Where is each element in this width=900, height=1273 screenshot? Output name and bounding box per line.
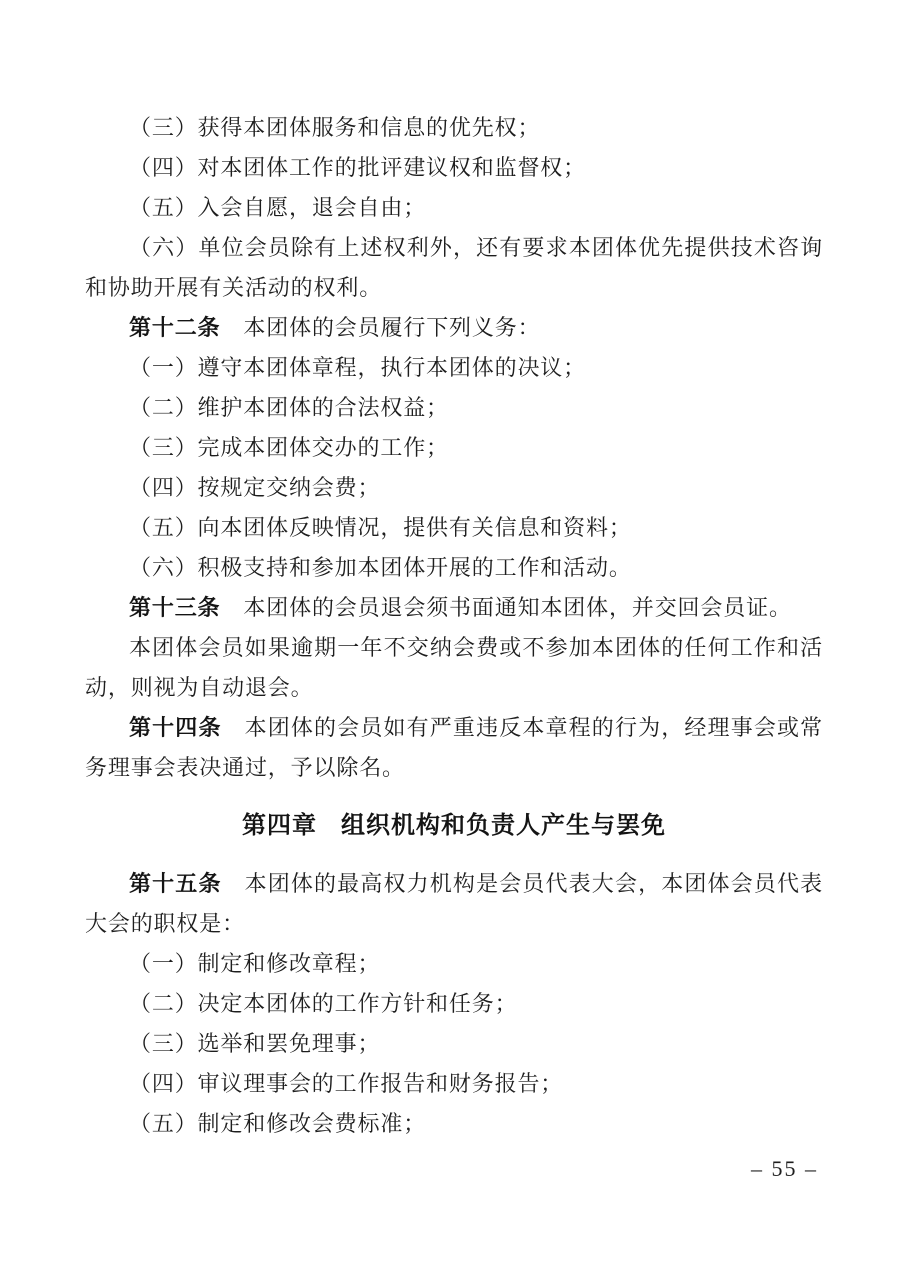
article-paragraph bbox=[85, 864, 823, 944]
article-number: 第十二条 bbox=[129, 315, 221, 340]
paragraph-text: （四）按规定交纳会费； bbox=[129, 475, 381, 500]
paragraph bbox=[85, 148, 823, 188]
paragraph bbox=[85, 388, 823, 428]
paragraph-text: （二）维护本团体的合法权益； bbox=[129, 395, 449, 420]
chapter-number: 第四章 bbox=[242, 812, 317, 839]
paragraph bbox=[85, 1104, 823, 1144]
paragraph-text: （四）对本团体工作的批评建议权和监督权； bbox=[129, 155, 587, 180]
article-number: 第十五条 bbox=[129, 871, 222, 896]
paragraph bbox=[85, 1064, 823, 1104]
paragraph-text: （五）制定和修改会费标准； bbox=[129, 1111, 427, 1136]
paragraph bbox=[85, 984, 823, 1024]
paragraph-text: （六）单位会员除有上述权利外，还有要求本团体优先提供技术咨询和协助开展有关活动的权利。 bbox=[85, 235, 823, 300]
paragraph bbox=[85, 428, 823, 468]
paragraph-text: （三）选举和罢免理事； bbox=[129, 1031, 381, 1056]
paragraph bbox=[85, 188, 823, 228]
chapter-heading bbox=[85, 806, 823, 846]
paragraph-text: 本团体会员如果逾期一年不交纳会费或不参加本团体的任何工作和活动，则视为自动退会。 bbox=[85, 635, 823, 700]
paragraph bbox=[85, 944, 823, 984]
paragraph bbox=[85, 1024, 823, 1064]
paragraph-text: 本团体的会员如有严重违反本章程的行为，经理事会或常务理事会表决通过，予以除名。 bbox=[85, 715, 823, 780]
paragraph bbox=[85, 628, 823, 708]
paragraph-text: 本团体的最高权力机构是会员代表大会，本团体会员代表大会的职权是： bbox=[85, 871, 823, 936]
paragraph-text: （五）入会自愿，退会自由； bbox=[129, 195, 427, 220]
paragraph-text: （三）完成本团体交办的工作； bbox=[129, 435, 449, 460]
paragraph bbox=[85, 108, 823, 148]
article-paragraph bbox=[85, 588, 823, 628]
paragraph-text: 本团体的会员退会须书面通知本团体，并交回会员证。 bbox=[243, 595, 792, 620]
article-number: 第十三条 bbox=[129, 595, 221, 620]
paragraph bbox=[85, 228, 823, 308]
paragraph-text: （一）遵守本团体章程，执行本团体的决议； bbox=[129, 355, 587, 380]
paragraph bbox=[85, 508, 823, 548]
article-number: 第十四条 bbox=[129, 715, 222, 740]
paragraph-text: （三）获得本团体服务和信息的优先权； bbox=[129, 115, 541, 140]
chapter-title: 组织机构和负责人产生与罢免 bbox=[341, 812, 666, 839]
page-number: – 55 – bbox=[751, 1156, 818, 1181]
article-paragraph bbox=[85, 308, 823, 348]
paragraph-text: （一）制定和修改章程； bbox=[129, 951, 381, 976]
article-paragraph bbox=[85, 708, 823, 788]
paragraph-text: （五）向本团体反映情况，提供有关信息和资料； bbox=[129, 515, 632, 540]
paragraph bbox=[85, 468, 823, 508]
paragraph bbox=[85, 348, 823, 388]
paragraph bbox=[85, 548, 823, 588]
paragraph-text: （六）积极支持和参加本团体开展的工作和活动。 bbox=[129, 555, 632, 580]
paragraph-text: 本团体的会员履行下列义务： bbox=[243, 315, 541, 340]
paragraph-text: （二）决定本团体的工作方针和任务； bbox=[129, 991, 518, 1016]
document-body bbox=[85, 108, 823, 1144]
paragraph-text: （四）审议理事会的工作报告和财务报告； bbox=[129, 1071, 564, 1096]
